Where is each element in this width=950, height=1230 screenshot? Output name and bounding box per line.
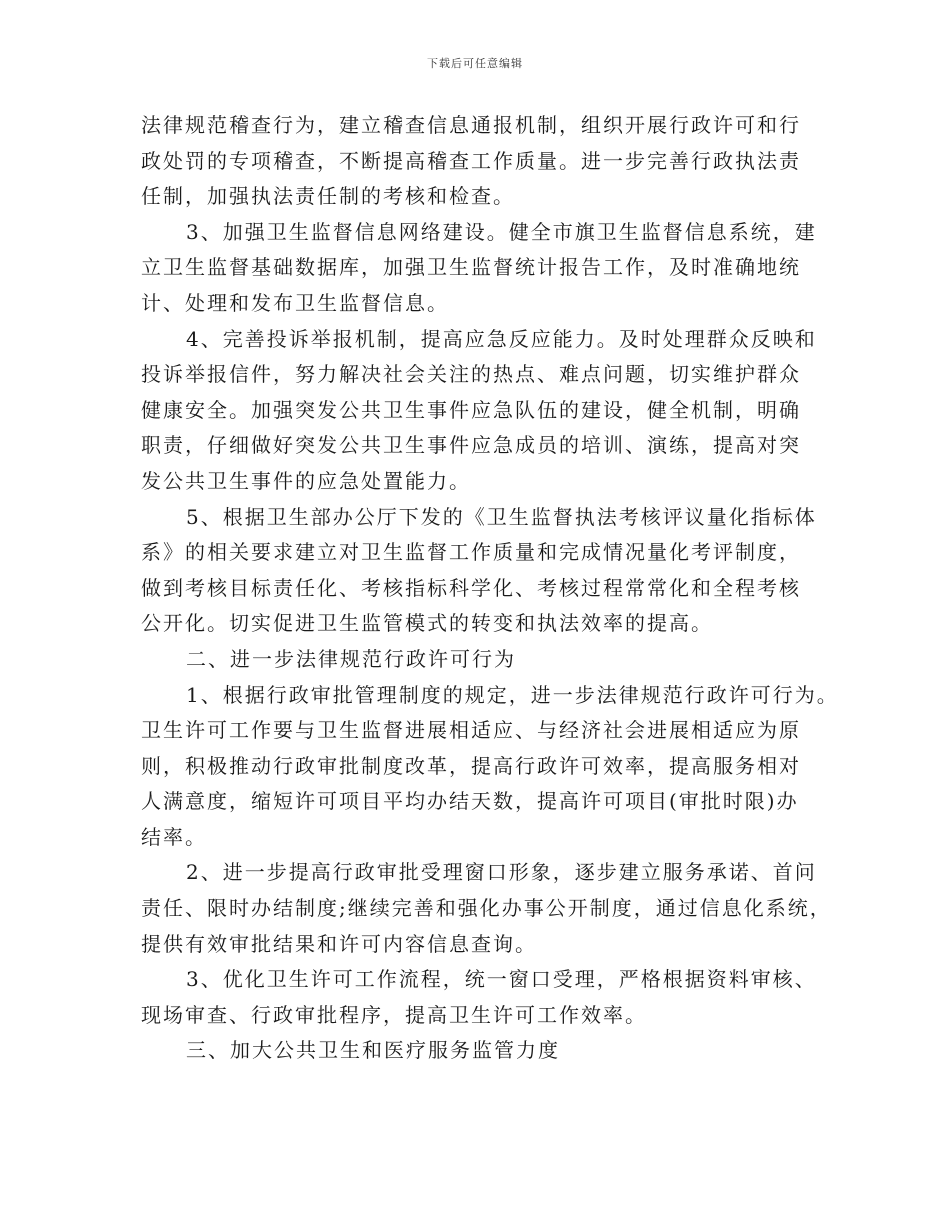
- text-line: 4、完善投诉举报机制，提高应急反应能力。及时处理群众反映和: [186, 326, 817, 351]
- text-line: 职责，仔细做好突发公共卫生事件应急成员的培训、演练，提高对突: [141, 433, 801, 458]
- text-line: 5、根据卫生部办公厅下发的《卫生监督执法考核评议量化指标体: [186, 504, 817, 529]
- text-line: 法律规范稽查行为，建立稽查信息通报机制，组织开展行政许可和行: [141, 113, 801, 137]
- text-line: 1、根据行政审批管理制度的规定，进一步法律规范行政许可行为。: [186, 682, 839, 707]
- text-line: 卫生许可工作要与卫生监督进展相适应、与经济社会进展相适应为原: [141, 718, 801, 743]
- text-line: 发公共卫生事件的应急处置能力。: [141, 468, 471, 493]
- text-line: 人满意度，缩短许可项目平均办结天数，提高许可项目(审批时限)办: [141, 789, 799, 814]
- text-line: 任制，加强执法责任制的考核和检查。: [141, 184, 515, 209]
- text-line: 健康安全。加强突发公共卫生事件应急队伍的建设，健全机制，明确: [141, 397, 801, 422]
- text-line: 提供有效审批结果和许可内容信息查询。: [141, 931, 537, 956]
- page-header: 下载后可任意编辑: [427, 57, 523, 70]
- text-line: 做到考核目标责任化、考核指标科学化、考核过程常常化和全程考核: [141, 575, 801, 600]
- text-line: 现场审查、行政审批程序，提高卫生许可工作效率。: [141, 1002, 647, 1027]
- text-line: 政处罚的专项稽查，不断提高稽查工作质量。进一步完善行政执法责: [141, 148, 801, 173]
- text-line: 系》的相关要求建立对卫生监督工作质量和完成情况量化考评制度，: [141, 540, 801, 565]
- text-line: 责任、限时办结制度;继续完善和强化办事公开制度，通过信息化系统，: [141, 896, 832, 921]
- text-line: 二、进一步法律规范行政许可行为: [186, 646, 516, 671]
- text-line: 三、加大公共卫生和医疗服务监管力度: [186, 1038, 560, 1063]
- text-line: 投诉举报信件，努力解决社会关注的热点、难点问题，切实维护群众: [141, 362, 801, 387]
- text-line: 公开化。切实促进卫生监管模式的转变和执法效率的提高。: [141, 611, 713, 636]
- document-body: [141, 108, 839, 1069]
- text-line: 计、处理和发布卫生监督信息。: [141, 290, 449, 315]
- text-line: 立卫生监督基础数据库，加强卫生监督统计报告工作，及时准确地统: [141, 255, 801, 280]
- text-line: 3、优化卫生许可工作流程，统一窗口受理，严格根据资料审核、: [186, 967, 817, 992]
- text-line: 则，积极推动行政审批制度改革，提高行政许可效率，提高服务相对: [141, 753, 801, 778]
- text-line: 3、加强卫生监督信息网络建设。健全市旗卫生监督信息系统，建: [186, 219, 817, 244]
- text-line: 2、进一步提高行政审批受理窗口形象，逐步建立服务承诺、首问: [186, 860, 817, 885]
- text-line: 结率。: [141, 824, 207, 849]
